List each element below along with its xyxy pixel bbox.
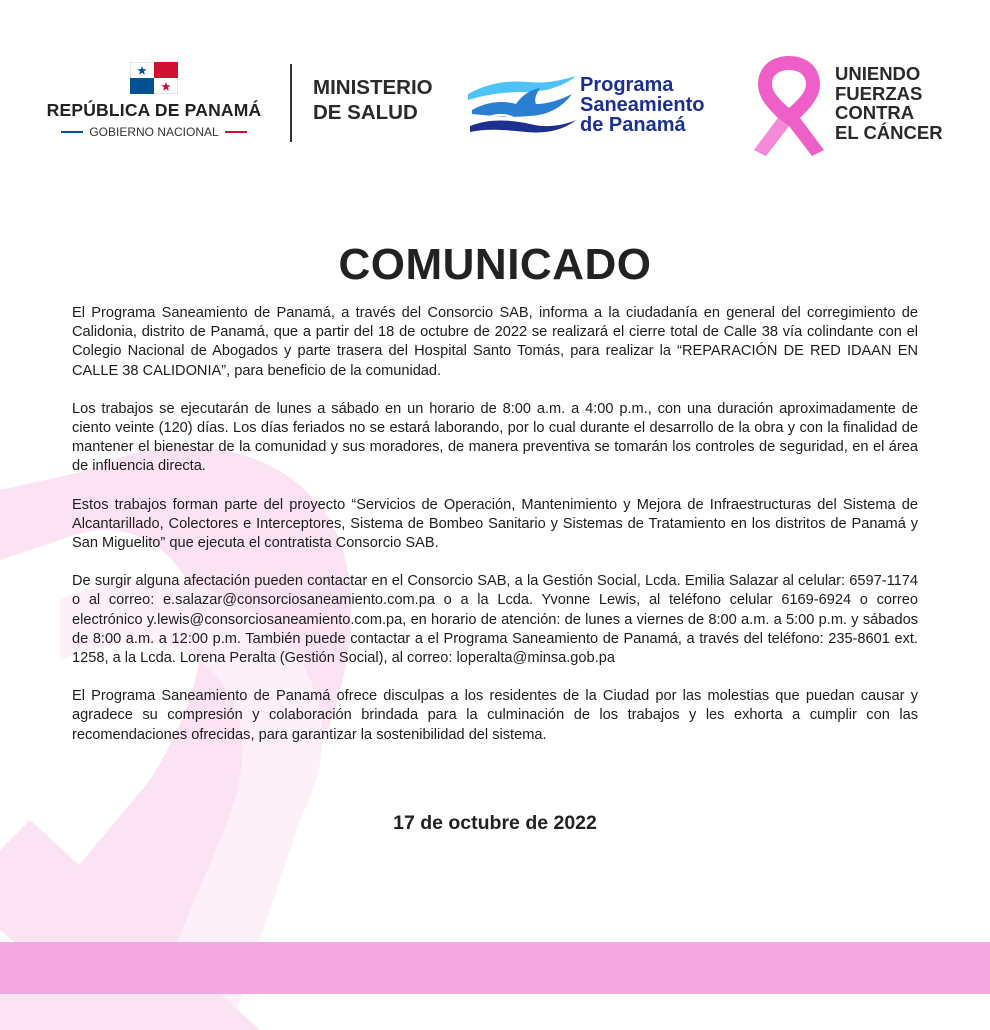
paragraph-5: El Programa Saneamiento de Panamá ofrece disculpas a los residentes de la Ciudad por las molestias que puedan causar y agradece su compresión y colaboración brindada para la culminación de los trabajos y les exhorta a cumplir con las recomendaciones ofrecidas, para garantizar la sostenibilidad del sistema. xyxy=(72,688,918,743)
gobierno-nacional-subtitle xyxy=(38,125,270,139)
paragraph-1: El Programa Saneamiento de Panamá, a través del Consorcio SAB, informa a la ciudadanía en general del corregimiento de Calidonia, distrito de Panamá, que a partir del 18 de octubre de 2022 se realizará el cierre total de Calle 38 vía colindante con el Colegio Nacional de Abogados y parte trasera del Hospital Santo Tomás, para realizar la “REPARACIÓN DE RED IDAAN EN CALLE 38 CALIDONIA”, para beneficio de la comunidad. xyxy=(72,305,918,379)
pink-ribbon-heart-icon xyxy=(748,50,830,158)
panama-flag-icon xyxy=(130,62,178,94)
cancer-line4: EL CÁNCER xyxy=(835,121,943,143)
document-title: COMUNICADO xyxy=(338,240,652,289)
header xyxy=(0,0,990,170)
subtitle-line-right xyxy=(225,131,247,133)
paragraph-3: Estos trabajos forman parte del proyecto “Servicios de Operación, Mantenimiento y Mejora de Infraestructuras del Sistema de Alcantarillado, Colectores e Interceptores, Sistema de Bombeo Sanitario y Sistemas de Tratamiento en los distritos de Panamá y San Miguelito” que ejecuta el contratista Consorcio SAB. xyxy=(72,496,918,552)
programa-saneamiento-text xyxy=(580,75,704,135)
subtitle-line-left xyxy=(61,131,83,133)
gobierno-nacional-text: GOBIERNO NACIONAL xyxy=(89,125,219,139)
republica-panama-logo xyxy=(38,62,270,139)
cancer-line3: CONTRA xyxy=(835,102,915,123)
programa-line3: de Panamá xyxy=(580,114,686,136)
header-divider xyxy=(290,64,292,142)
cancer-line1: UNIENDO xyxy=(835,63,921,84)
ministerio-line2: DE SALUD xyxy=(313,101,418,124)
paragraph-2: Los trabajos se ejecutarán de lunes a sábado en un horario de 8:00 a.m. a 4:00 p.m., con una duración aproximadamente de ciento veinte (120) días. Los días feriados no se estará laborando, por lo cual durante el desarrollo de la obra y con la finalidad de mantener el bienestar de la comunidad y sus moradores, de manera preventiva se tomarán los controles de seguridad, en el área de influencia directa. xyxy=(72,400,918,475)
document-date: 17 de octubre de 2022 xyxy=(393,812,597,834)
paragraph-4: De surgir alguna afectación pueden contactar en el Consorcio SAB, a la Gestión Social, Lcda. Emilia Salazar al celular: 6597-1174 o al correo: e.salazar@consorciosaneamiento.com.pa o a la Lcda. Yvonne Lewis, al teléfono celular 6169-6924 o correo electrónico y.lewis@consorciosaneamiento.com.pa, en horario de atención: de lunes a viernes de 8:00 a.m. a 5:00 p.m. y sábados de 8:00 a.m. a 12:00 p.m. También puede contactar a el Programa Saneamiento de Panamá, a través del teléfono: 235-8601 ext. 1258, a la Lcda. Lorena Peralta (Gestión Social), al correo: loperalta@minsa.gob.pa xyxy=(72,573,918,667)
bottom-pink-bar xyxy=(0,942,990,994)
programa-line2: Saneamiento xyxy=(580,94,705,116)
ministerio-line1: MINISTERIO xyxy=(313,76,433,99)
ministerio-salud-logo xyxy=(313,75,433,125)
document-body xyxy=(72,304,918,764)
programa-line1: Programa xyxy=(580,74,674,96)
uniendo-fuerzas-text xyxy=(835,64,943,142)
dolphin-wave-icon xyxy=(466,74,578,134)
republica-title: REPÚBLICA DE PANAMÁ xyxy=(46,100,262,120)
cancer-line2: FUERZAS xyxy=(835,82,923,104)
